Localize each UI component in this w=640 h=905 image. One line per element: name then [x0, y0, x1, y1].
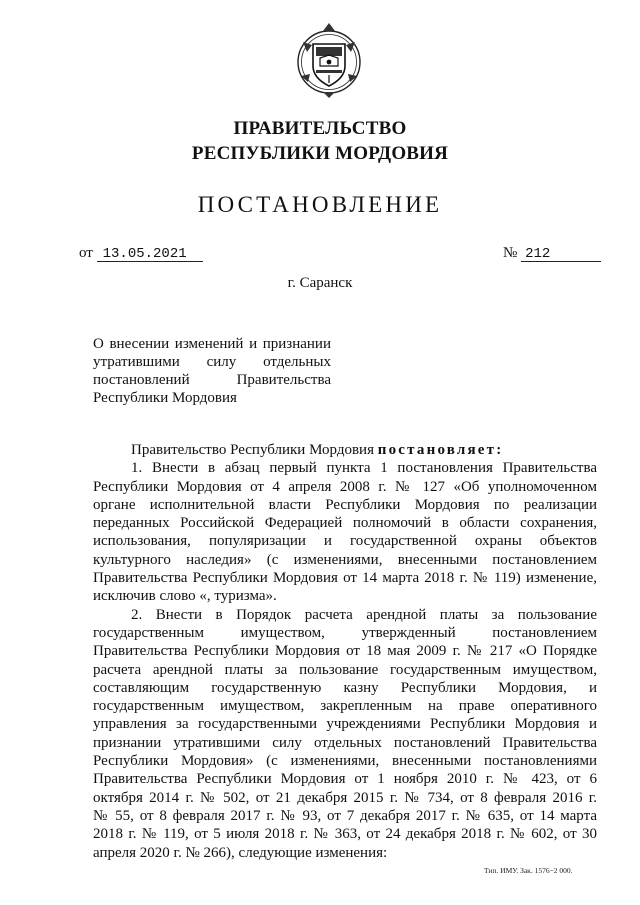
- date-prefix: от: [79, 245, 93, 261]
- paragraph-line: № 55, от 8 февраля 2017 г. № 93, от 7 декабря 2017 г. № 635, от 14 марта: [93, 807, 597, 824]
- decree-body: [93, 441, 597, 862]
- decree-subject: [93, 335, 331, 407]
- subject-line: постановлений Правительства: [93, 372, 331, 388]
- paragraph-line: составляющим государственную казну Республики Мордовия, и: [93, 679, 597, 696]
- paragraph-line: государственным имуществом, утвержденный постановлением: [93, 624, 597, 641]
- subject-line: Республики Мордовия: [93, 390, 237, 406]
- document-type-title: ПОСТАНОВЛЕНИЕ: [197, 192, 443, 217]
- government-title-line1: ПРАВИТЕЛЬСТВО: [233, 118, 407, 139]
- city-line: г. Саранск: [287, 275, 353, 291]
- coat-of-arms-emblem: [293, 18, 365, 102]
- paragraph-1: [93, 459, 597, 605]
- subject-line: О внесении изменений и признании: [93, 336, 331, 352]
- paragraph-line: переданных Российской Федерацией полномочий в области сохранения,: [93, 515, 597, 532]
- paragraph-line: культурного наследия» (с изменениями, внесенными постановлением: [93, 551, 597, 568]
- government-title-line2: РЕСПУБЛИКИ МОРДОВИЯ: [191, 143, 449, 164]
- number-value: 212: [521, 247, 601, 262]
- paragraph-line: 1. Внести в абзац первый пункта 1 постановления Правительства: [131, 460, 597, 477]
- date-value: 13.05.2021: [97, 247, 203, 262]
- number-prefix: №: [503, 245, 518, 261]
- intro-paragraph: [93, 441, 597, 459]
- paragraph-line: государственным имуществом, закрепленным на праве оперативного: [93, 698, 597, 715]
- paragraph-line: Республики Мордовия от 4 апреля 2008 г. № 127 «Об уполномоченном: [93, 478, 597, 495]
- paragraph-line: 2. Внести в Порядок расчета арендной платы за пользование: [131, 606, 597, 623]
- paragraph-line: исключив слово «, туризма».: [93, 588, 277, 605]
- paragraph-line: расчета арендной платы за пользование государственным имуществом,: [93, 661, 597, 678]
- paragraph-line: Республики Мордовия» (с изменениями, внесенными постановлениями: [93, 753, 597, 770]
- paragraph-line: Правительства Республики Мордовия от 14 марта 2018 г. № 119) изменение,: [93, 570, 597, 587]
- paragraph-line: апреля 2020 г. № 266), следующие изменения:: [93, 844, 388, 861]
- decree-date: [79, 245, 203, 262]
- intro-text: Правительство Республики Мордовия: [131, 442, 374, 458]
- subject-line: утратившими силу отдельных: [93, 354, 331, 370]
- paragraph-line: Правительства Республики Мордовия от 1 ноября 2010 г. № 423, от 6: [93, 771, 597, 788]
- print-mark: Тип. ИМУ. Зак. 1576−2 000.: [484, 866, 573, 875]
- paragraph-line: Правительства Республики Мордовия от 18 мая 2009 г. № 217 «О Порядке: [93, 643, 597, 660]
- paragraph-line: признании утратившими силу отдельных постановлений Правительства: [93, 734, 597, 751]
- paragraph-line: октября 2014 г. № 502, от 21 декабря 2015 г. № 734, от 8 февраля 2016 г.: [93, 789, 597, 806]
- paragraph-line: 2018 г. № 119, от 5 июля 2018 г. № 363, от 24 декабря 2018 г. № 602, от 30: [93, 826, 597, 843]
- paragraph-line: управления за государственными учреждениями Республики Мордовия и: [93, 716, 597, 733]
- intro-decrees: постановляет:: [377, 442, 504, 458]
- paragraph-line: использования, популяризации и государственной охраны объектов: [93, 533, 597, 550]
- paragraph-line: органе исполнительной власти Республики Мордовия по реализации: [93, 496, 597, 513]
- paragraph-2: [93, 606, 597, 862]
- decree-number: [503, 245, 601, 262]
